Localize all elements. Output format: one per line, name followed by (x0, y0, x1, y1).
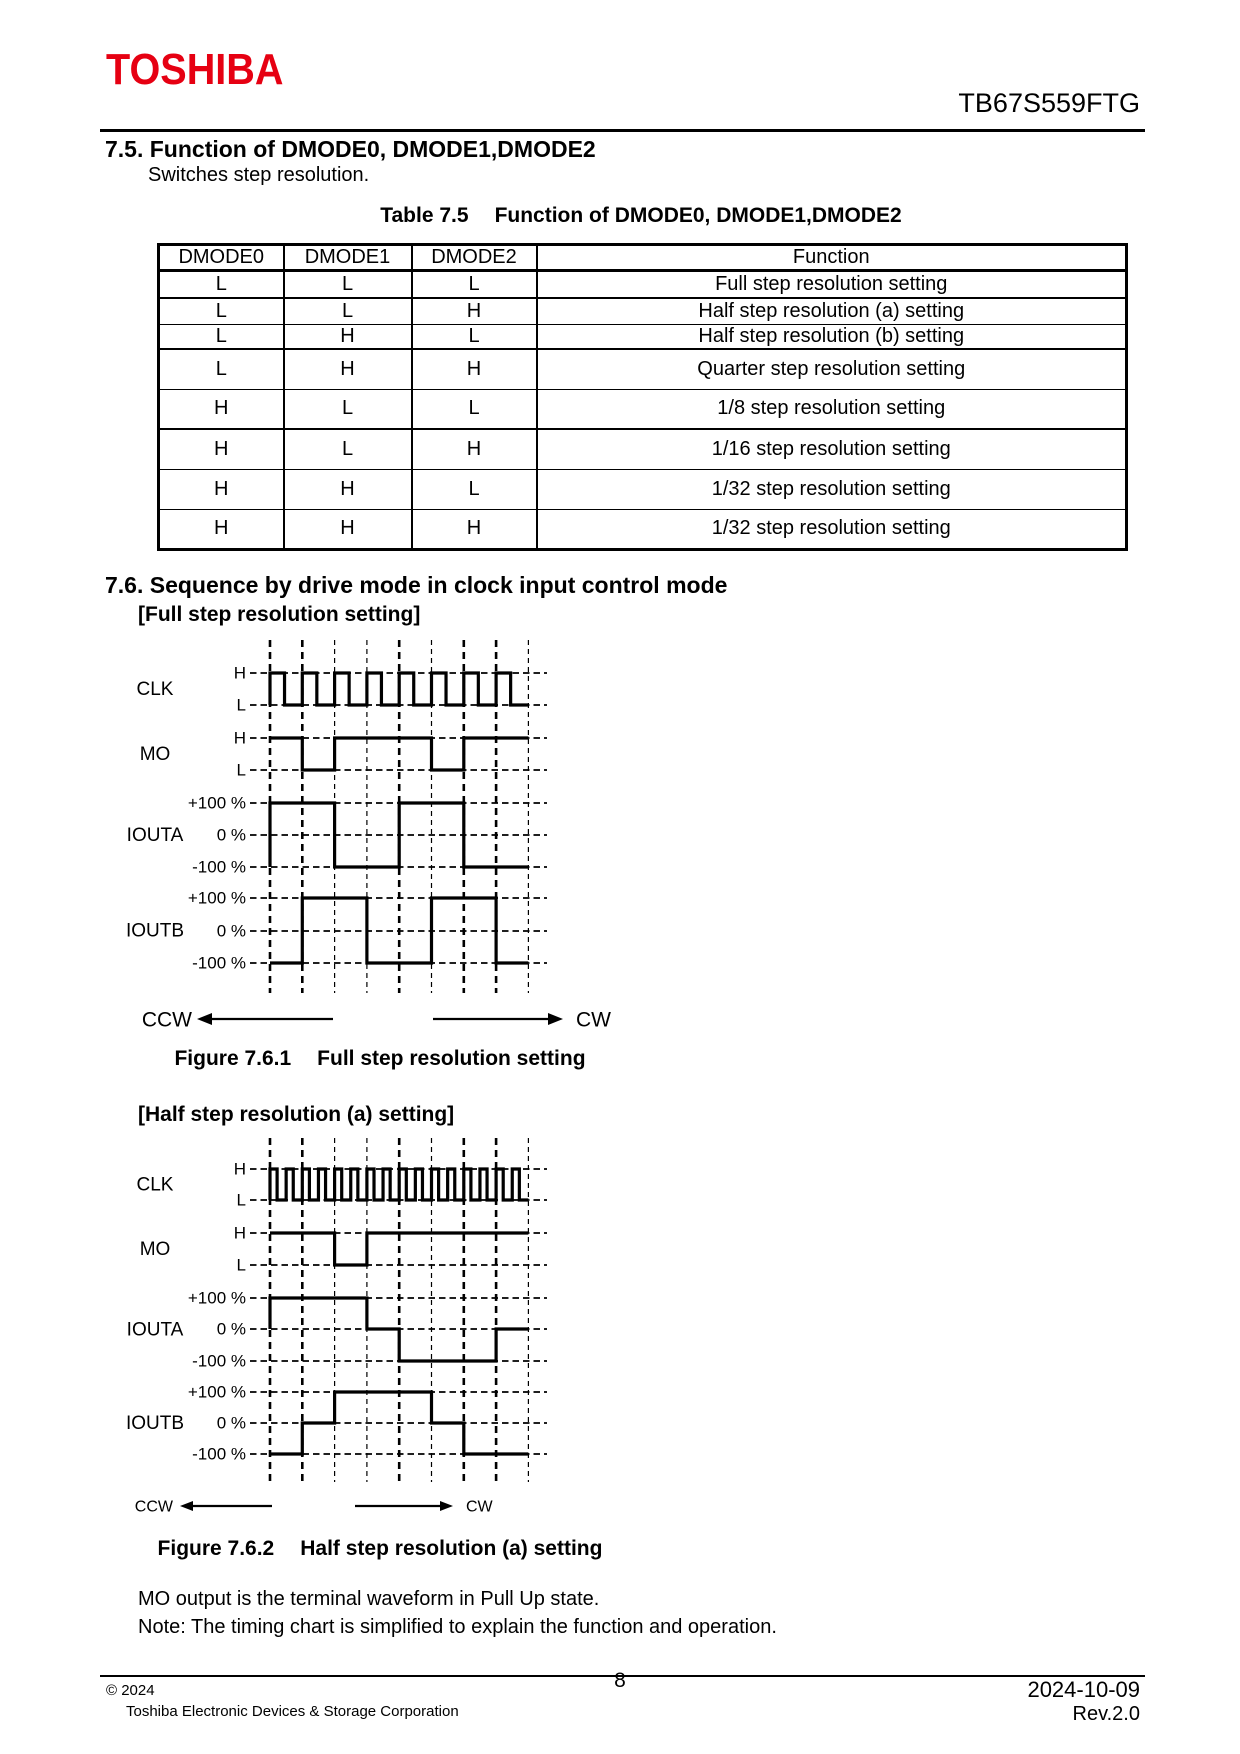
table-row (159, 349, 1127, 389)
figure-1-caption-text: Full step resolution setting (317, 1047, 586, 1070)
level-label: L (236, 695, 246, 715)
ccw-arrowhead-icon (180, 1501, 193, 1511)
figure-2-subheading: [Half step resolution (a) setting] (138, 1103, 455, 1126)
table-cell: L (159, 349, 284, 389)
table-cell: L (412, 325, 537, 350)
table-cell: L (284, 298, 412, 325)
footer-copyright: © 2024 (106, 1682, 155, 1699)
signal-label: IOUTB (125, 920, 185, 942)
cw-arrowhead-icon (440, 1501, 453, 1511)
section-7-5-heading: 7.5. Function of DMODE0, DMODE1,DMODE2 (105, 136, 596, 162)
note-timing-chart: Note: The timing chart is simplified to explain the function and operation. (138, 1616, 777, 1638)
table-cell: H (159, 469, 284, 509)
table-cell: H (412, 298, 537, 325)
table-cell: Half step resolution (a) setting (537, 298, 1127, 325)
signal-label: IOUTA (126, 1319, 184, 1341)
waveform-clk (270, 673, 528, 705)
level-label: -100 % (192, 953, 246, 973)
level-label: +100 % (187, 1288, 246, 1308)
cw-arrowhead-icon (548, 1013, 563, 1025)
table-cell: L (159, 298, 284, 325)
column-header: DMODE0 (159, 245, 284, 271)
cw-label: CW (576, 1008, 611, 1032)
figure-2-caption-text: Half step resolution (a) setting (300, 1537, 603, 1560)
table-row (159, 469, 1127, 509)
signal-label: IOUTA (126, 825, 184, 846)
table-title-text: Function of DMODE0, DMODE1,DMODE2 (494, 204, 902, 227)
figure-1-subheading: [Full step resolution setting] (138, 603, 421, 626)
ccw-label: CCW (134, 1498, 173, 1516)
timing-diagram-2 (100, 1130, 660, 1530)
level-label: H (233, 663, 246, 683)
level-label: 0 % (216, 825, 246, 845)
table-cell: L (284, 389, 412, 429)
level-label: 0 % (216, 921, 246, 941)
table-cell: L (412, 469, 537, 509)
level-label: 0 % (216, 1413, 246, 1433)
table-row (159, 389, 1127, 429)
level-label: -100 % (192, 857, 246, 877)
table-cell: H (284, 509, 412, 549)
figure-2-caption-label: Figure 7.6.2 (157, 1537, 275, 1560)
level-label: +100 % (187, 888, 246, 908)
table-row (159, 298, 1127, 325)
table-cell: H (412, 349, 537, 389)
table-cell: L (284, 429, 412, 469)
header-rule (100, 129, 1145, 132)
page-number: 8 (614, 1669, 626, 1692)
timing-diagram-1 (100, 635, 660, 1035)
table-cell: Quarter step resolution setting (537, 349, 1127, 389)
ccw-label: CCW (141, 1008, 192, 1032)
table-cell: L (159, 325, 284, 350)
footer-revision: Rev.2.0 (1072, 1703, 1140, 1725)
table-title (157, 204, 1125, 228)
signal-label: MO (139, 744, 171, 765)
table-cell: H (412, 509, 537, 549)
figure-1-caption (100, 1047, 660, 1071)
table-cell: H (412, 429, 537, 469)
table-row (159, 509, 1127, 549)
level-label: -100 % (192, 1351, 246, 1371)
signal-label: IOUTB (125, 1413, 185, 1434)
toshiba-logo: TOSHIBA (106, 45, 284, 94)
footer-date: 2024-10-09 (1027, 1677, 1140, 1702)
figure-2-caption (100, 1537, 660, 1561)
level-label: 0 % (216, 1319, 246, 1339)
column-header: DMODE1 (284, 245, 412, 271)
signal-label: MO (139, 1239, 171, 1260)
note-mo-output: MO output is the terminal waveform in Pull Up state. (138, 1588, 600, 1610)
table-cell: H (284, 349, 412, 389)
table-row (159, 429, 1127, 469)
table-cell: L (284, 271, 412, 298)
level-label: +100 % (187, 1382, 246, 1402)
table-row (159, 271, 1127, 298)
level-label: -100 % (192, 1444, 246, 1464)
section-7-6-heading: 7.6. Sequence by drive mode in clock input control mode (105, 572, 728, 598)
section-7-5-body: Switches step resolution. (148, 164, 370, 186)
signal-label: CLK (136, 679, 174, 700)
waveform-clk (270, 1169, 528, 1200)
table-cell: H (159, 389, 284, 429)
table-cell: H (284, 325, 412, 350)
table-cell: L (412, 271, 537, 298)
ccw-arrowhead-icon (197, 1013, 212, 1025)
cw-label: CW (466, 1498, 493, 1516)
table-cell: 1/32 step resolution setting (537, 469, 1127, 509)
table-cell: Half step resolution (b) setting (537, 325, 1127, 350)
level-label: +100 % (187, 793, 246, 813)
table-header-row (159, 245, 1127, 271)
signal-label: CLK (136, 1174, 174, 1196)
table-row (159, 325, 1127, 350)
level-label: H (233, 1159, 246, 1179)
table-cell: 1/16 step resolution setting (537, 429, 1127, 469)
column-header: Function (537, 245, 1127, 271)
table-cell: 1/8 step resolution setting (537, 389, 1127, 429)
table-cell: H (159, 509, 284, 549)
table-cell: H (284, 469, 412, 509)
table-header (159, 245, 1127, 271)
level-label: H (233, 1223, 246, 1243)
table-cell: L (412, 389, 537, 429)
level-label: H (233, 728, 246, 748)
part-number: TB67S559FTG (958, 88, 1140, 118)
table-title-label: Table 7.5 (380, 204, 469, 227)
dmode-function-table (157, 243, 1128, 551)
level-label: L (236, 1255, 246, 1275)
table-body (159, 271, 1127, 550)
figure-1-caption-label: Figure 7.6.1 (174, 1047, 292, 1070)
footer-company: Toshiba Electronic Devices & Storage Corporation (126, 1703, 459, 1720)
table-cell: H (159, 429, 284, 469)
table-cell: Full step resolution setting (537, 271, 1127, 298)
table-cell: L (159, 271, 284, 298)
table-cell: 1/32 step resolution setting (537, 509, 1127, 549)
level-label: L (236, 1190, 246, 1210)
column-header: DMODE2 (412, 245, 537, 271)
level-label: L (236, 760, 246, 780)
